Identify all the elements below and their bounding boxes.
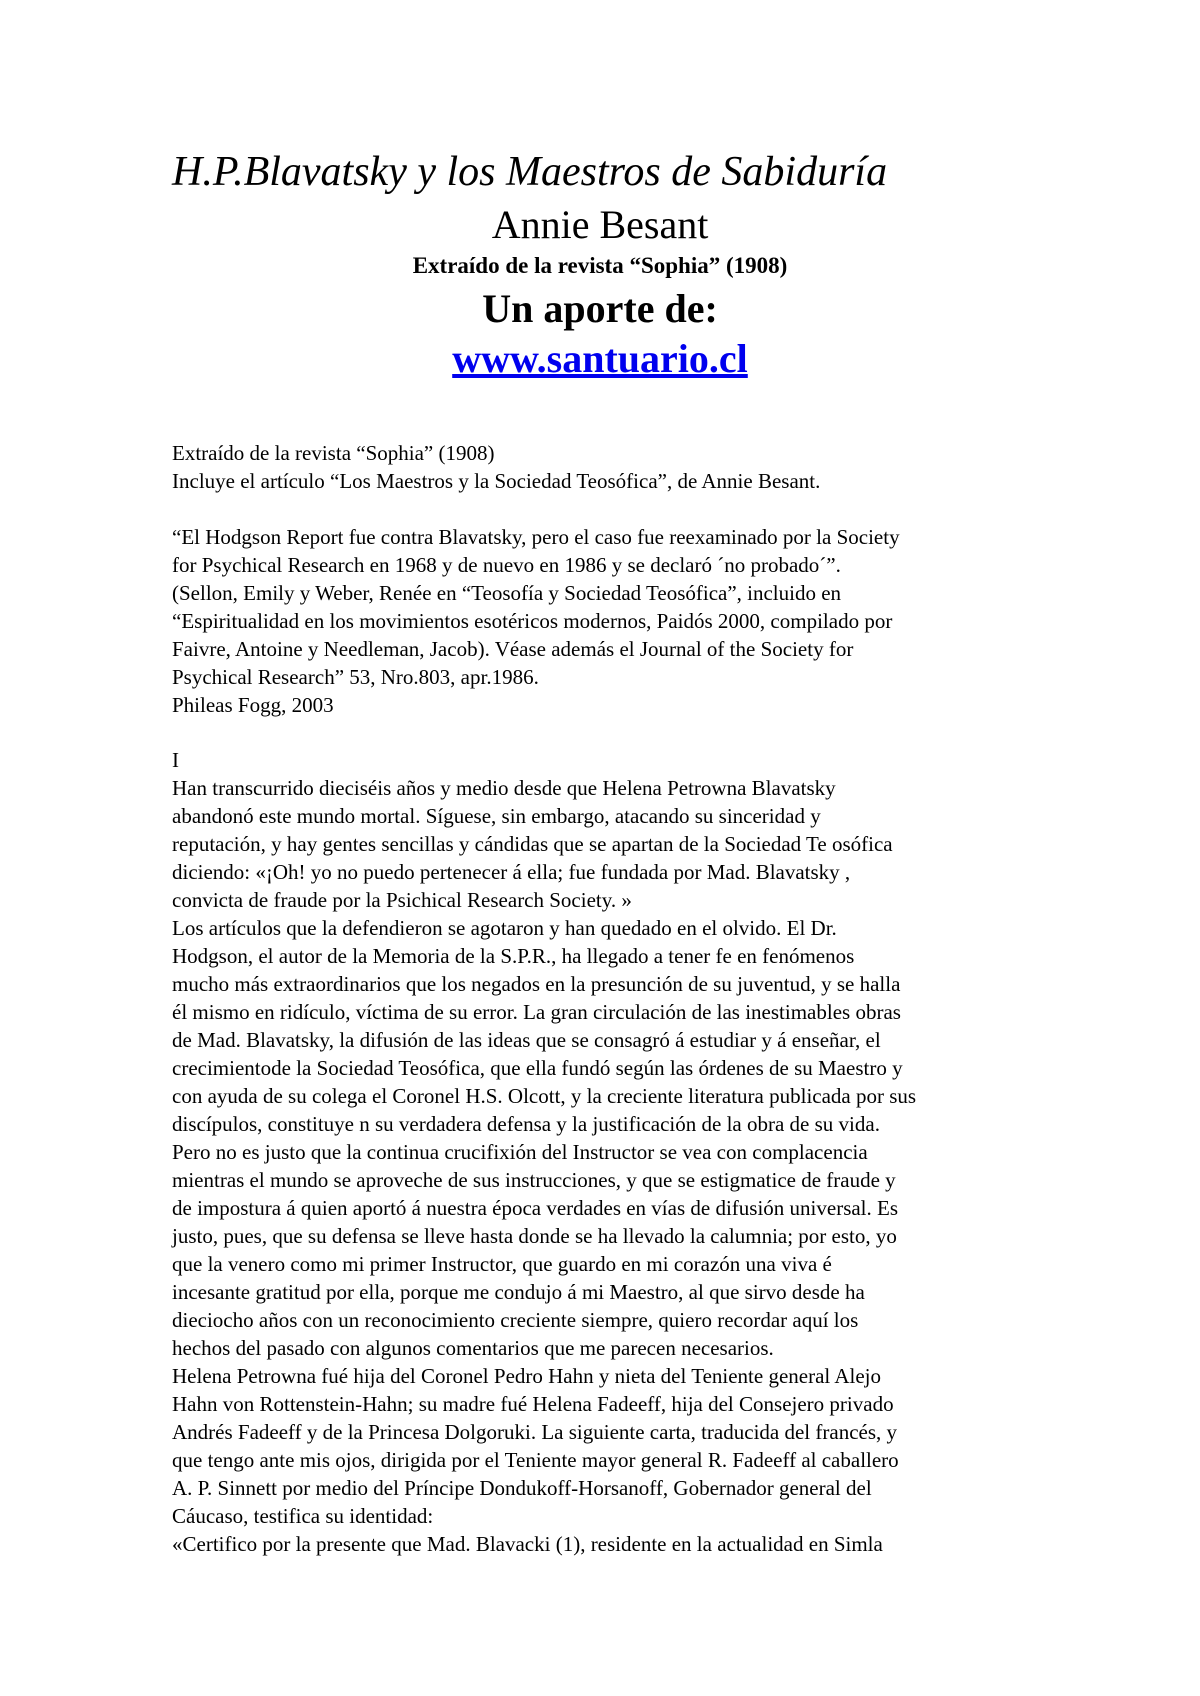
text-line: diciendo: «¡Oh! yo no puedo pertenecer á ella; fue fundada por Mad. Blavatsky , [172,860,851,884]
text-line: discípulos, constituye n su verdadera defensa y la justificación de la obra de su vida. [172,1112,880,1136]
website-link-container [0,336,1200,382]
section-one [172,746,1052,1558]
intro-paragraph [172,439,1052,495]
text-line: mientras el mundo se aproveche de sus instrucciones, y que se estigmatice de fraude y [172,1168,896,1192]
text-line: Hahn von Rottenstein-Hahn; su madre fué Helena Fadeeff, hija del Consejero privado [172,1392,894,1416]
text-line: justo, pues, que su defensa se lleve hasta donde se ha llevado la calumnia; por esto, yo [172,1224,897,1248]
text-line: Helena Petrowna fué hija del Coronel Pedro Hahn y nieta del Teniente general Alejo [172,1364,881,1388]
text-line: reputación, y hay gentes sencillas y cándidas que se apartan de la Sociedad Te osófica [172,832,893,856]
text-line: Extraído de la revista “Sophia” (1908) [172,441,495,465]
text-line: Pero no es justo que la continua crucifixión del Instructor se vea con complacencia [172,1140,868,1164]
section-number: I [172,748,179,772]
text-line: que tengo ante mis ojos, dirigida por el Teniente mayor general R. Fadeeff al caballero [172,1448,899,1472]
text-line: (Sellon, Emily y Weber, Renée en “Teosofía y Sociedad Teosófica”, incluido en [172,581,842,605]
text-line: Cáucaso, testifica su identidad: [172,1504,434,1528]
text-line: él mismo en ridículo, víctima de su error. La gran circulación de las inestimables obras [172,1000,901,1024]
source-line: Extraído de la revista “Sophia” (1908) [412,253,788,278]
text-line: que la venero como mi primer Instructor, que guardo en mi corazón una viva é [172,1252,832,1276]
quote-paragraph [172,523,1052,719]
document-title: H.P.Blavatsky y los Maestros de Sabiduría [172,149,888,195]
text-line: Han transcurrido dieciséis años y medio desde que Helena Petrowna Blavatsky [172,776,836,800]
text-line: de Mad. Blavatsky, la difusión de las ideas que se consagró á estudiar y á enseñar, el [172,1028,881,1052]
text-line: “El Hodgson Report fue contra Blavatsky, pero el caso fue reexaminado por la Society [172,525,900,549]
text-line: abandonó este mundo mortal. Síguese, sin embargo, atacando su sinceridad y [172,804,821,828]
text-line: Incluye el artículo “Los Maestros y la Sociedad Teosófica”, de Annie Besant. [172,469,821,493]
text-line: hechos del pasado con algunos comentarios que me parecen necesarios. [172,1336,774,1360]
website-link[interactable]: www.santuario.cl [452,336,748,381]
text-line: mucho más extraordinarios que los negados en la presunción de su juventud, y se halla [172,972,901,996]
text-line: crecimientode la Sociedad Teosófica, que ella fundó según las órdenes de su Maestro y [172,1056,903,1080]
text-line: con ayuda de su colega el Coronel H.S. Olcott, y la creciente literatura publicada por sus [172,1084,917,1108]
text-line: dieciocho años con un reconocimiento creciente siempre, quiero recordar aquí los [172,1308,859,1332]
text-line: «Certifico por la presente que Mad. Blavacki (1), residente en la actualidad en Simla [172,1532,883,1556]
text-line: de impostura á quien aportó á nuestra época verdades en vías de difusión universal. Es [172,1196,899,1220]
text-line: Phileas Fogg, 2003 [172,693,334,717]
contribution-heading: Un aporte de: [482,286,718,331]
text-line: convicta de fraude por la Psichical Research Society. » [172,888,632,912]
text-line: Andrés Fadeeff y de la Princesa Dolgoruki. La siguiente carta, traducida del francés, y [172,1420,898,1444]
text-line: A. P. Sinnett por medio del Príncipe Dondukoff-Horsanoff, Gobernador general del [172,1476,872,1500]
text-line: “Espiritualidad en los movimientos esotéricos modernos, Paidós 2000, compilado por [172,609,893,633]
author-name: Annie Besant [491,202,709,247]
text-line: Hodgson, el autor de la Memoria de la S.P.R., ha llegado a tener fe en fenómenos [172,944,855,968]
text-line: incesante gratitud por ella, porque me condujo á mi Maestro, al que sirvo desde ha [172,1280,865,1304]
text-line: Los artículos que la defendieron se agotaron y han quedado en el olvido. El Dr. [172,916,837,940]
text-line: Faivre, Antoine y Needleman, Jacob). Véase además el Journal of the Society for [172,637,854,661]
text-line: Psychical Research” 53, Nro.803, apr.1986. [172,665,539,689]
text-line: for Psychical Research en 1968 y de nuevo en 1986 y se declaró ´no probado´”. [172,553,841,577]
